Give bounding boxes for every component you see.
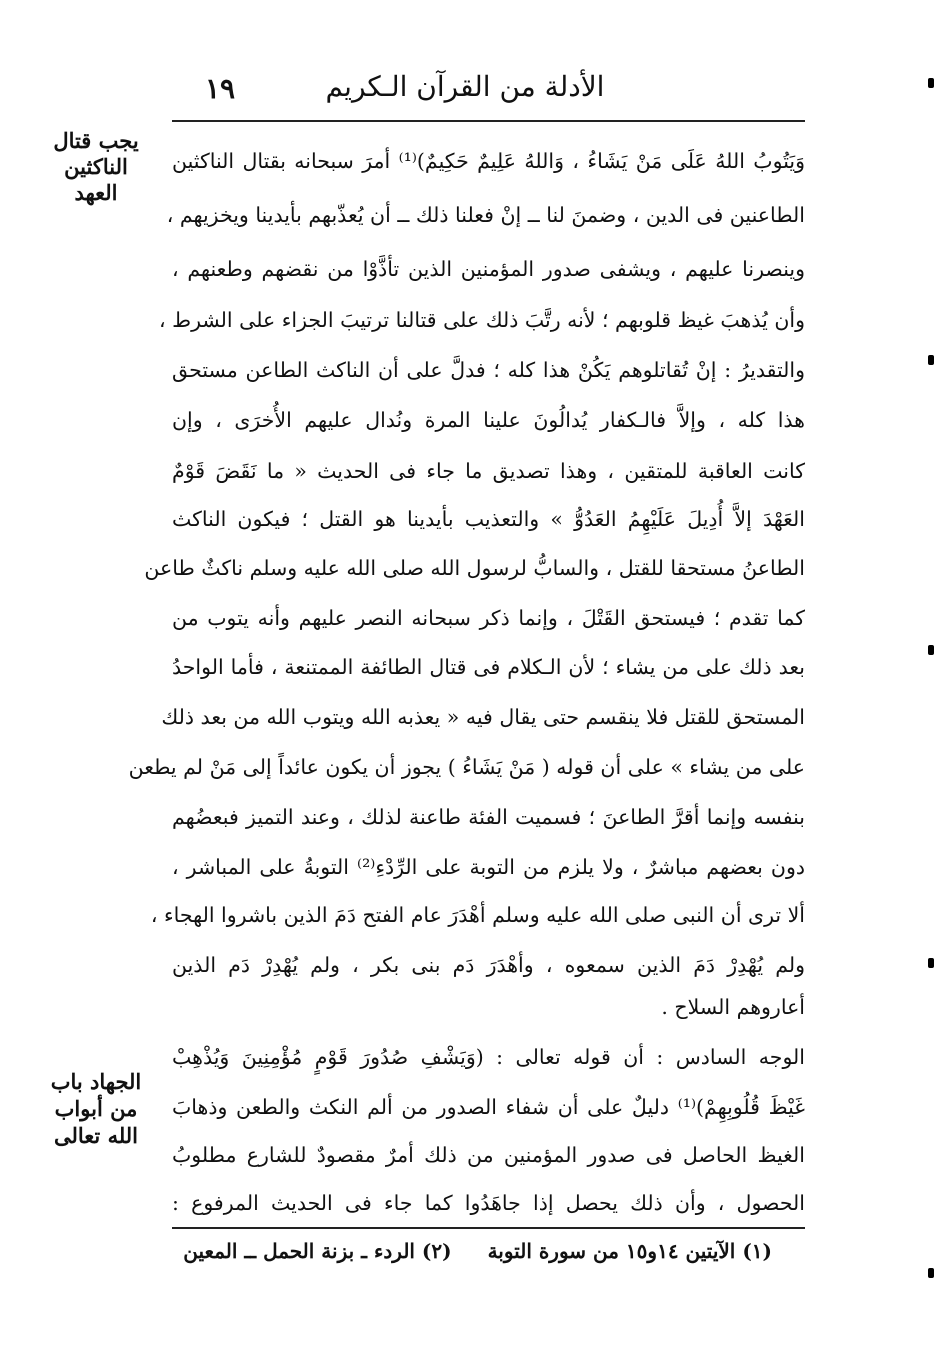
body-line: على من يشاء » على أن قوله ( مَنْ يَشَاءُ ) يجوز أن يكون عائداً إلى مَنْ لم يطعن <box>128 755 805 779</box>
margin-note-fighting-oath-breakers <box>40 128 152 206</box>
footnote-1: (١) الآيتين ١٤و١٥ من سورة التوبة <box>487 1239 772 1263</box>
body-line: ألا ترى أن النبى صلى الله عليه وسلم أهْدَرَ عام الفتح دَمَ الذين باشروا الهجاء ، <box>150 903 805 927</box>
body-line: المستحق للقتل فلا ينقسم حتى يقال فيه « يعذبه الله ويتوب الله من بعد ذلك <box>161 705 805 729</box>
body-line: الطاعنُ مستحقا للقتل ، والسابُّ لرسول الله صلى الله عليه وسلم ناكثٌ طاعن <box>144 556 805 580</box>
body-line: كما تقدم ؛ فيستحق القَتْلَ ، وإنما ذكر سبحانه النصر عليهم وأنه يتوب من <box>172 606 805 630</box>
body-line: ولم يُهْدِرْ دَمَ الذين سمعوه ، وأهْدَرَ دَم بنى بكر ، ولم يُهْدِرْ دَم الذين <box>172 953 805 977</box>
body-line: هذا كله ، وإلاَّ فالـكفار يُدالُونَ علينا المرة ونُدال عليهم الأُخرَى ، وإن <box>172 408 805 432</box>
running-title: الأدلة من القرآن الـكريم <box>325 70 605 103</box>
body-line: وأن يُذهبَ غيظ قلوبهم ؛ لأنه رتَّبَ ذلك على قتالنا ترتيبَ الجزاء على الشرط ، <box>158 308 805 332</box>
body-line: دون بعضهم مباشرٌ ، ولا يلزم من التوبة على الرِّدْءِ⁽²⁾ التوبةُ على المباشر ، <box>172 855 805 879</box>
margin-note-line: من أبواب <box>54 1096 138 1121</box>
body-line: أعاروهم السلاح . <box>661 995 805 1019</box>
scan-edge-mark <box>928 1268 934 1278</box>
scan-edge-mark <box>928 78 934 88</box>
body-line: العَهْدَ إلاَّ أُدِيلَ عَلَيْهِمُ العَدُوُّ » والتعذيب بأيدينا هو القتل ؛ فيكون الناكث <box>172 507 805 531</box>
footnote-rule <box>172 1227 805 1229</box>
body-line: الحصول ، وأن ذلك يحصل إذا جاهَدُوا كما جاء فى الحديث المرفوع : <box>172 1191 805 1215</box>
body-line: وينصرنا عليهم ، ويشفى صدور المؤمنين الذين تأذَّوْا من نقضهم وطعنهم ، <box>172 257 805 281</box>
margin-note-line: يجب قتال <box>53 128 139 153</box>
header-rule <box>172 120 805 122</box>
body-line: الغيظ الحاصل فى صدور المؤمنين من ذلك أمرٌ مقصودٌ للشارع مطلوبُ <box>172 1143 805 1167</box>
body-line: غَيْظَ قُلُوبِهِمْ)⁽¹⁾ دليلٌ على أن شفاء الصدور من ألم النكث والطعن وذهابَ <box>172 1095 806 1119</box>
body-line: كانت العاقبة للمتقين ، وهذا تصديق ما جاء فى الحديث « ما نَقَضَ قَوْمٌ <box>172 459 805 483</box>
scan-edge-mark <box>928 355 934 365</box>
margin-note-line: الله تعالى <box>53 1123 139 1148</box>
body-line: الطاعنين فى الدين ، وضمنَ لنا ــ إنْ فعلنا ذلك ــ أن يُعذّبهم بأيدينا ويخزيهم ، <box>166 203 805 227</box>
footnotes <box>172 1236 772 1266</box>
margin-note-jihad <box>40 1068 152 1149</box>
body-line: والتقديرُ : إنْ تُقاتلوهم يَكُنْ هذا كله ؛ فدلَّ على أن الناكث الطاعن مستحق <box>172 358 805 382</box>
page-number: ١٩ <box>205 72 236 105</box>
footnote-2: (٢) الردء ـ بزنة الحمل ــ المعين <box>183 1239 452 1263</box>
body-line: الوجه السادس : أن قوله تعالى : (وَيَشْفِ صُدُورَ قَوْمٍ مُؤْمِنِينَ وَيُذْهِبْ <box>172 1045 805 1069</box>
body-line: وَيَتُوبُ اللهُ عَلَى مَنْ يَشَاءُ ، وَاللهُ عَلِيمٌ حَكِيمٌ)⁽¹⁾ أمرَ سبحانه بقتال الناكثين <box>172 149 805 173</box>
scan-edge-mark <box>928 645 934 655</box>
margin-note-line: الناكثين العهد <box>64 154 128 205</box>
body-line: بعد ذلك على من يشاء ؛ لأن الـكلام فى قتال الطائفة الممتنعة ، فأما الواحدُ <box>172 655 805 679</box>
margin-note-line: الجهاد باب <box>50 1069 142 1094</box>
body-line: بنفسه وإنما أقرَّ الطاعنَ ؛ فسميت الفئة طاعنة لذلك ، وعند التميز فبعضُهم <box>172 805 805 829</box>
scan-edge-mark <box>928 958 934 968</box>
